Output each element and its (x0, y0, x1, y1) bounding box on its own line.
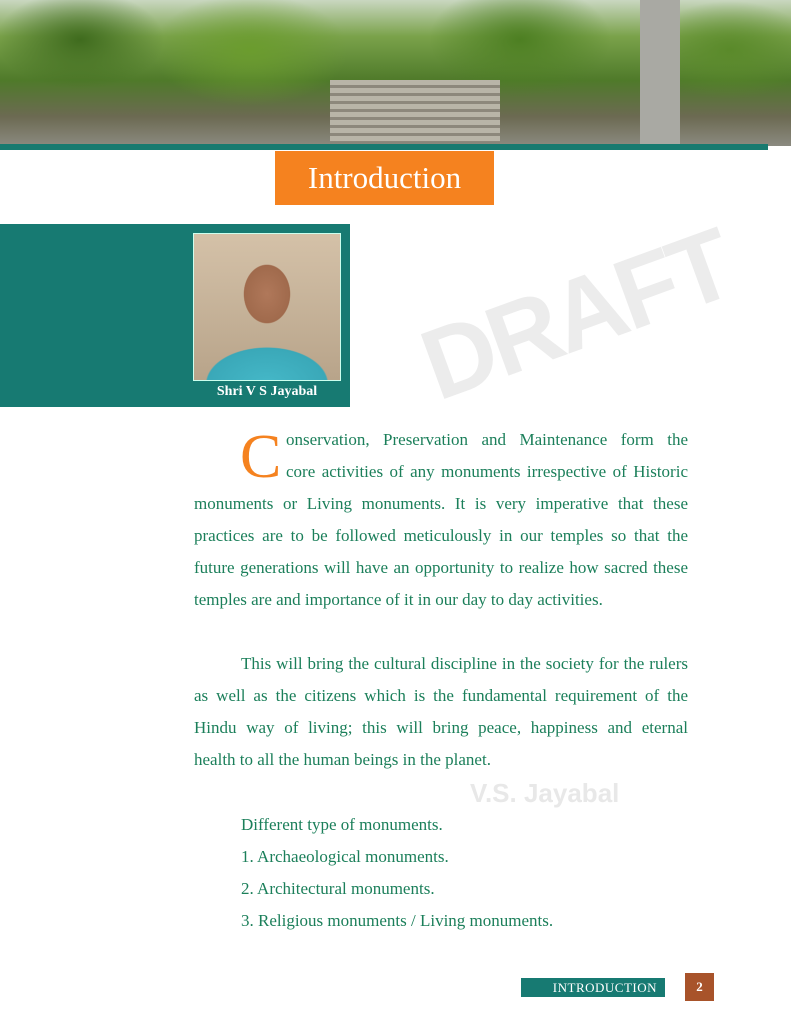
drop-cap: C (240, 423, 282, 491)
paragraph-1 (194, 424, 688, 616)
list-item: 3. Religious monuments / Living monuments. (241, 911, 554, 930)
text-line: monuments or Living monuments. It is very imperative that these (194, 494, 688, 513)
banner-divider (0, 144, 768, 150)
text-line: onservation, Preservation and Maintenance form the (286, 430, 688, 449)
watermark-sub: V.S. Jayabal (470, 778, 620, 808)
text-line: Hindu way of living; this will bring peace, happiness and eternal (194, 718, 688, 737)
text-line: core activities of any monuments irrespective of Historic (286, 462, 688, 481)
text-line: This will bring the cultural discipline in the society for the rulers (241, 654, 688, 673)
banner-temple-steps (330, 80, 500, 142)
watermark-main: DRAFT (407, 207, 746, 422)
footer-section-label (521, 978, 665, 997)
text-line: future generations will have an opportunity to realize how sacred these (194, 558, 688, 577)
text-line: as well as the citizens which is the fundamental requirement of the (194, 686, 688, 705)
page-title: Introduction (275, 151, 494, 205)
list-item: 1. Archaeological monuments. (241, 847, 449, 866)
monument-types (194, 809, 688, 937)
author-photo (193, 233, 341, 381)
author-caption: Shri V S Jayabal (216, 384, 318, 399)
header-banner-photo (0, 0, 791, 146)
text-line: temples are and importance of it in our day to day activities. (194, 590, 603, 609)
paragraph-2 (194, 648, 688, 776)
text-line: practices are to be followed meticulously in our temples so that the (194, 526, 688, 545)
text-line: health to all the human beings in the planet. (194, 750, 491, 769)
list-heading: Different type of monuments. (241, 815, 443, 834)
list-item: 2. Architectural monuments. (241, 879, 435, 898)
footer-section-text: INTRODUCTION (552, 980, 657, 995)
banner-pillar (640, 0, 680, 146)
page-number: 2 (685, 973, 714, 1001)
